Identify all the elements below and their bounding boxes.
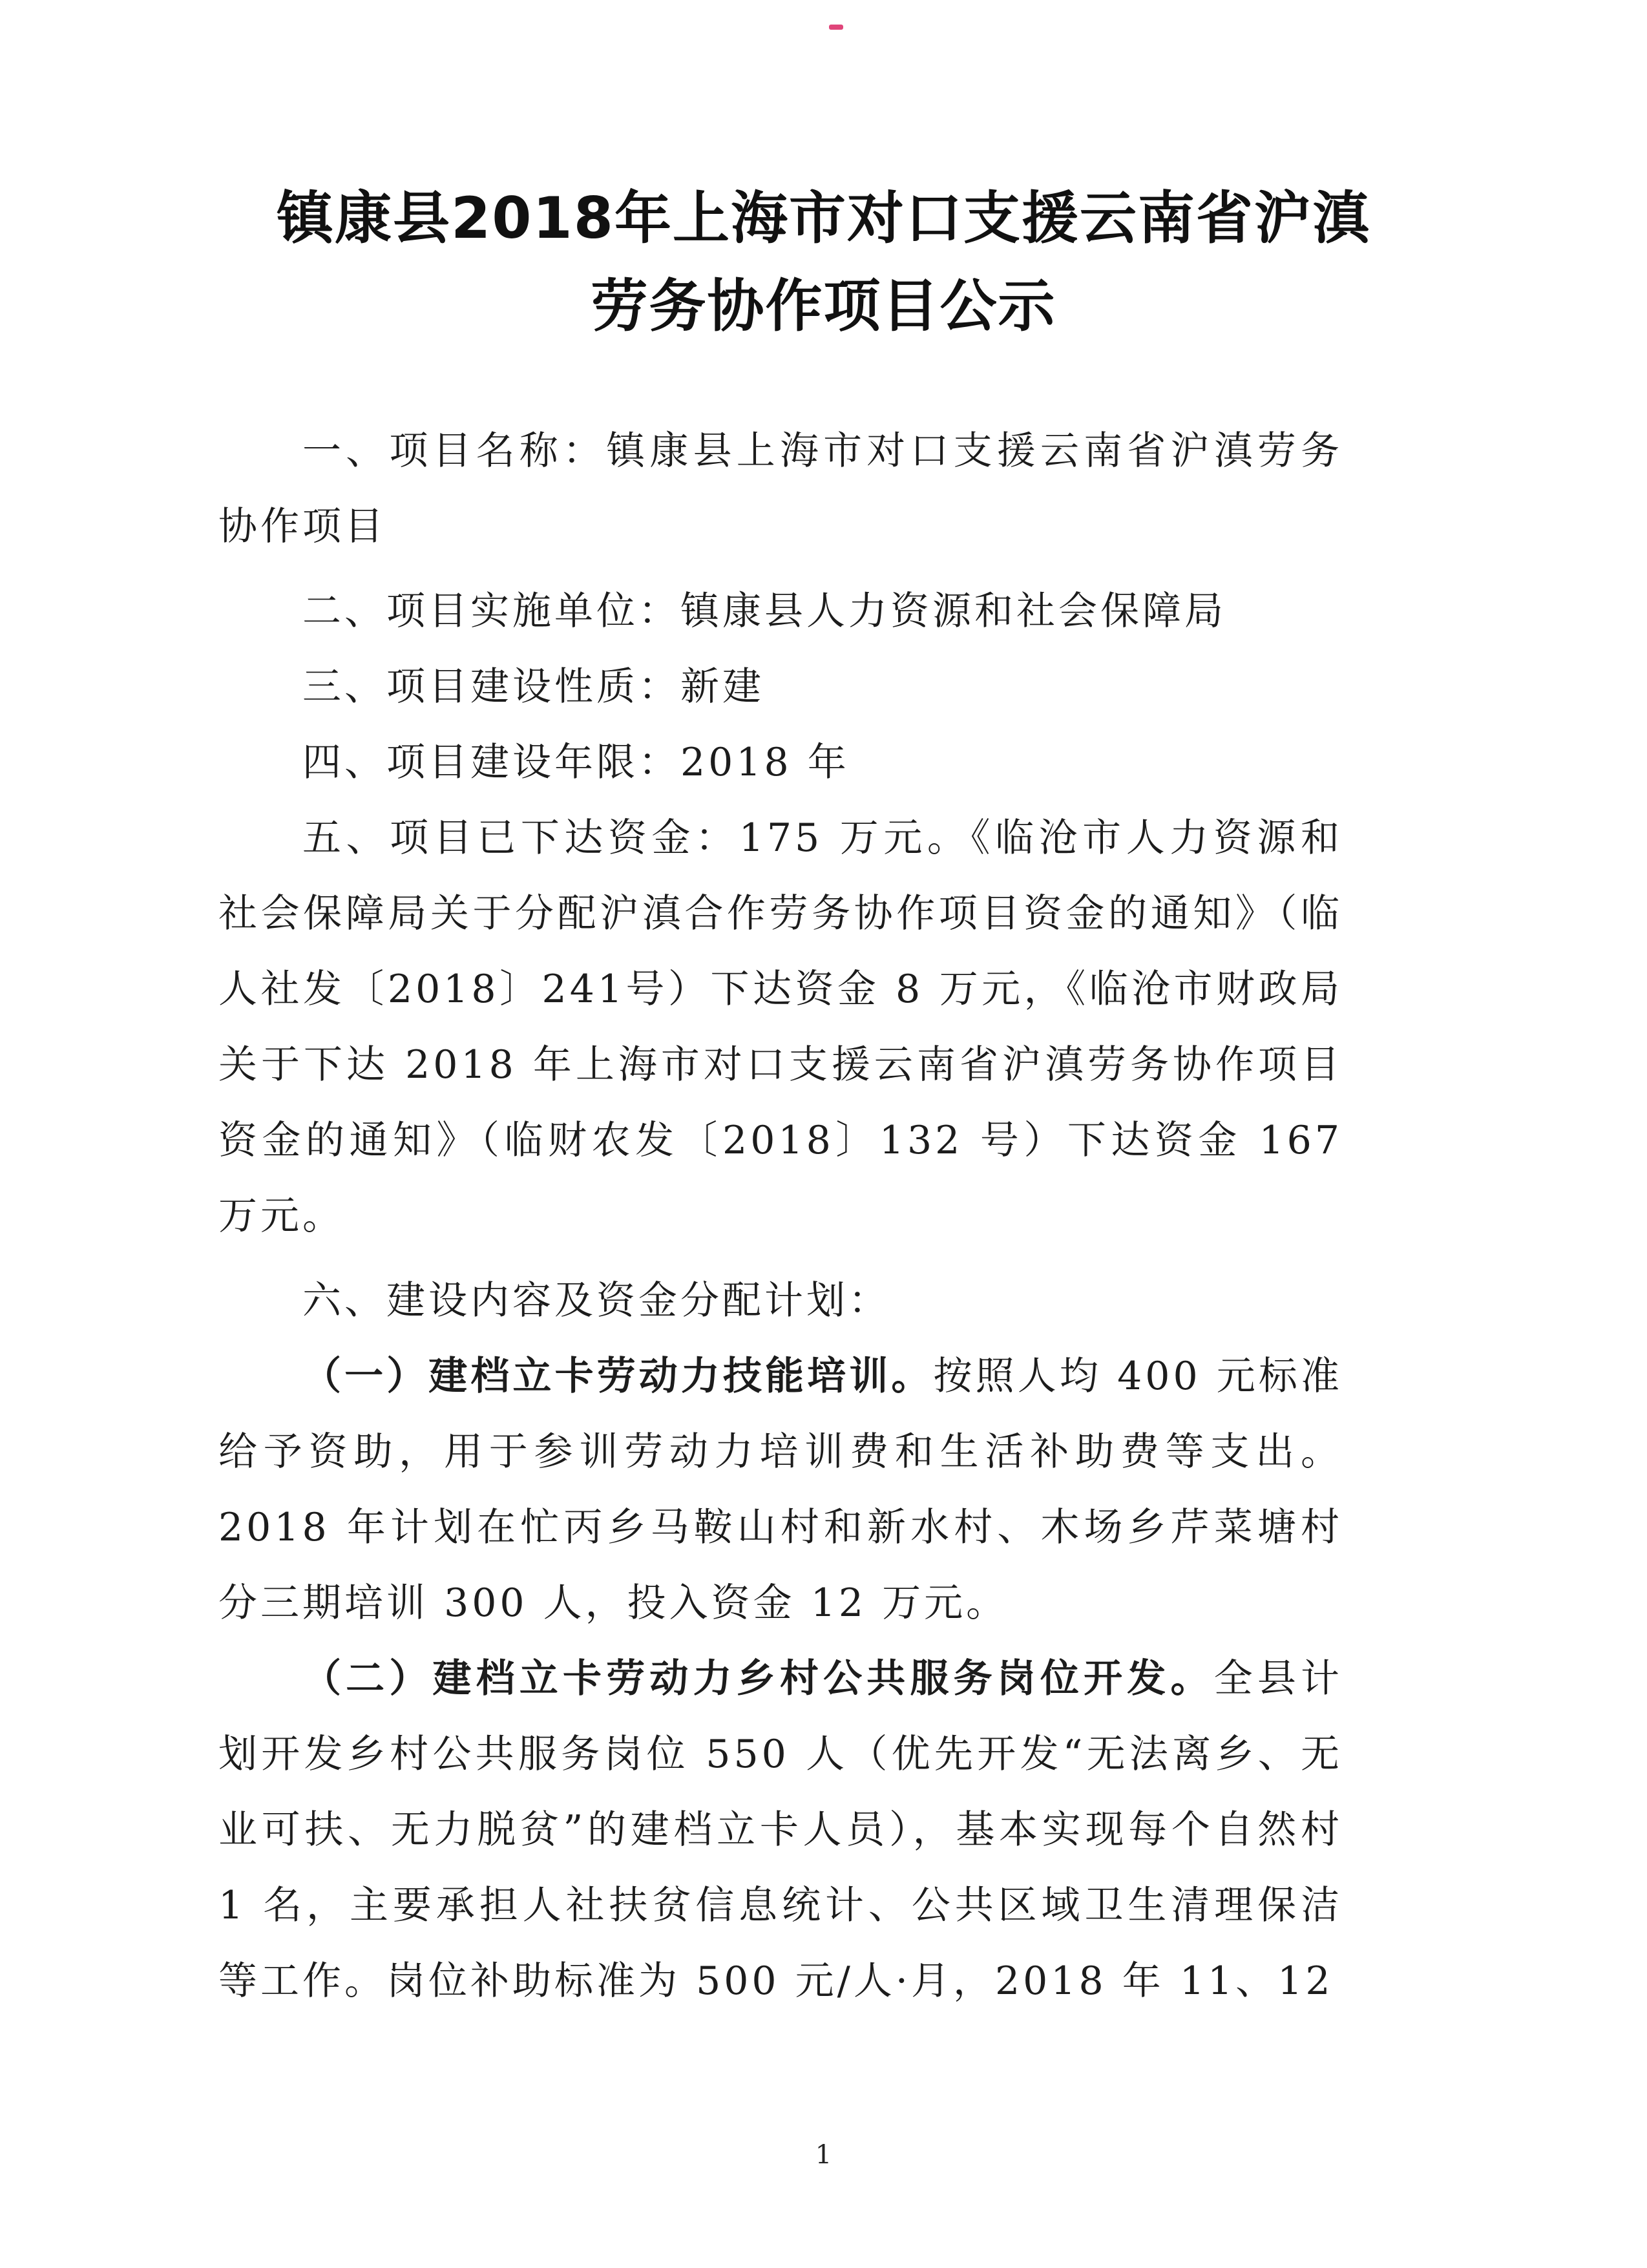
title-line-1: 镇康县2018年上海市对口支援云南省沪滇 <box>277 185 1370 251</box>
item-label: 一、项目名称： <box>302 428 607 474</box>
item-text: 镇康县人力资源和社会保障局 <box>680 589 1226 634</box>
page-number: 1 <box>815 2140 832 2170</box>
subsection-text: 按照人均 400 元标准给予资助，用于参训劳动力培训费和生活补助费等支出。2018 年计划在忙丙乡马鞍山村和新水村、木场乡芹菜塘村分三期培训 300 人，投入资金 12 万元。 <box>218 1354 1343 1626</box>
item-label: 二、项目实施单位： <box>302 589 680 634</box>
item-label: 四、项目建设年限： <box>302 740 680 785</box>
ink-mark <box>829 25 843 30</box>
section-6-heading <box>218 1263 1343 1339</box>
subsection-1 <box>218 1339 1343 1641</box>
item-text: 新建 <box>680 664 764 709</box>
item-label: 三、项目建设性质： <box>302 664 680 709</box>
item-text: 镇康县上海市对口支援云南省沪滇劳务协作项目 <box>218 428 1343 549</box>
subsection-label: （一）建档立卡劳动力技能培训。 <box>302 1354 934 1399</box>
item-text: 2018 年 <box>680 740 850 785</box>
item-construction-nature <box>218 649 1343 725</box>
item-allocated-funds <box>218 801 1343 1254</box>
subsection-text: 全县计划开发乡村公共服务岗位 550 人（优先开发“无法离乡、无业可扶、无力脱贫”的建档立卡人员），基本实现每个自然村 1 名，主要承担人社扶贫信息统计、公共区域卫生清理保洁等工作。岗位补助标准为 500 元/人·月，2018 年 11、12 <box>218 1656 1343 2004</box>
item-construction-period <box>218 725 1343 801</box>
item-project-name <box>218 414 1343 565</box>
title-line-2: 劳务协作项目公示 <box>591 273 1056 339</box>
document-title <box>194 174 1453 350</box>
section-heading: 六、建设内容及资金分配计划： <box>302 1278 890 1323</box>
document-body <box>218 414 1343 2019</box>
item-label: 五、项目已下达资金： <box>302 815 739 861</box>
subsection-2 <box>218 1641 1343 2019</box>
item-implementing-unit <box>218 574 1343 649</box>
item-text: 175 万元。《临沧市人力资源和社会保障局关于分配沪滇合作劳务协作项目资金的通知》（临人社发〔2018〕241号）下达资金 8 万元，《临沧市财政局关于下达 2018 年上海市对口支援云南省沪滇劳务协作项目资金的通知》（临财农发〔2018〕132 号）下达资金 167 万元。 <box>218 815 1343 1239</box>
subsection-label: （二）建档立卡劳动力乡村公共服务岗位开发。 <box>302 1656 1214 1701</box>
